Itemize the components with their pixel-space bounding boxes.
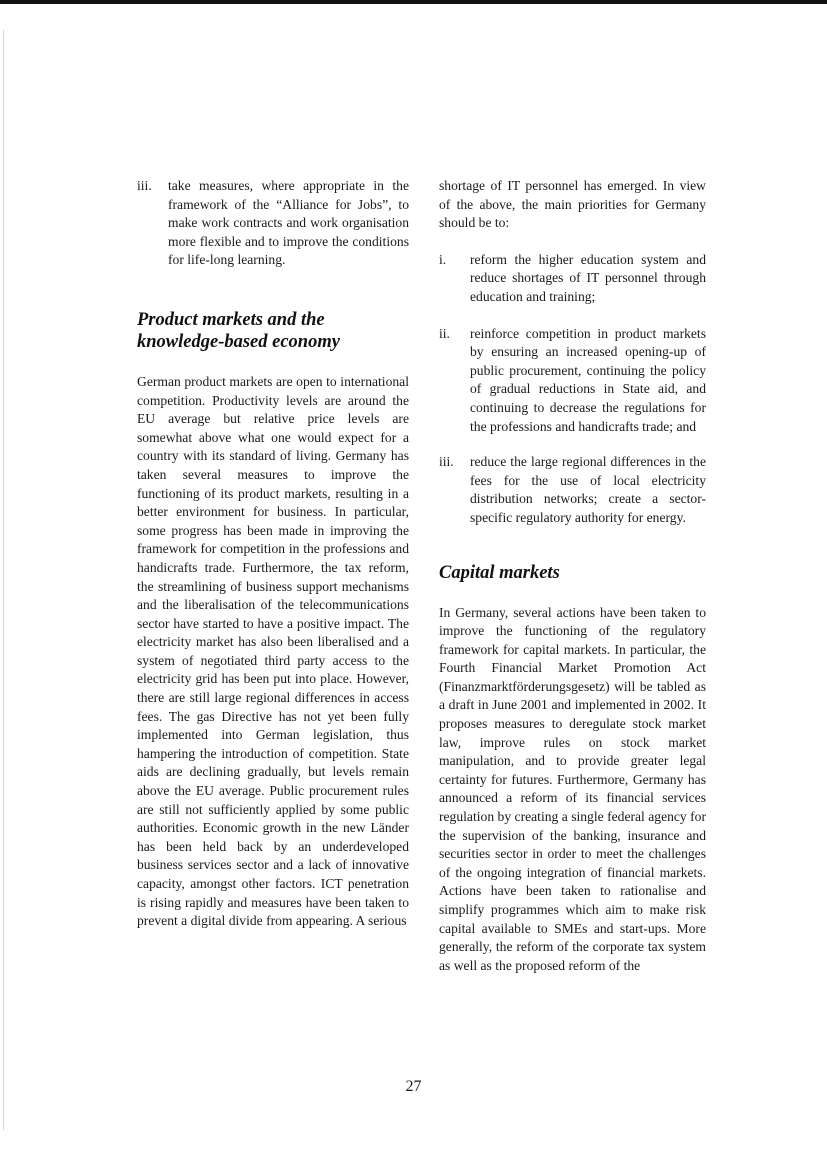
list-text: take measures, where appropriate in the framework of the “Alliance for Jobs”, to make work contracts and work organisation more flexible and to improve the conditions for life-long learning. bbox=[168, 178, 409, 268]
priority-item-ii bbox=[439, 325, 706, 437]
priorities-intro: shortage of IT personnel has emerged. In view of the above, the main priorities for Germany should be to: bbox=[439, 178, 706, 231]
heading-line-1: Product markets and the bbox=[137, 309, 325, 330]
left-column bbox=[137, 177, 409, 931]
list-text: reduce the large regional differences in the fees for the use of local electricity distribution networks; create a sector-specific regulatory authority for energy. bbox=[470, 454, 706, 525]
priority-item-iii bbox=[439, 453, 706, 527]
scan-margin-line bbox=[3, 30, 4, 1130]
list-item-iii bbox=[137, 177, 409, 270]
product-markets-paragraph: German product markets are open to international competition. Productivity levels are around the EU average but relative price levels are somewhat above what one would expect for a country with its standard of living. Germany has taken several measures to improve the functioning of its product markets, resulting in a better environment for business. In particular, some progress has been made in improving the framework for competition in the professions and handicrafts trade. Furthermore, the tax reform, the streamlining of business support mechanisms and the liberalisation of the telecommunications sector have started to have a positive impact. The electricity market has also been liberalised and a system of negotiated third party access to the electricity grid has been put into place. However, there are still large regional differences in access fees. The gas Directive has not yet been fully implemented into German legislation, thus hampering the introduction of competition. State aids are declining gradually, but levels remain above the EU average. Public procurement rules are still not sufficiently applied by some public authorities. Economic growth in the new Länder has been held back by an underdeveloped business services sector and a lack of innovative capacity, amongst other factors. ICT penetration is rising rapidly and measures have been taken to prevent a digital divide from appearing. A serious bbox=[137, 373, 409, 929]
list-number: iii. bbox=[137, 178, 152, 193]
list-text: reform the higher education system and reduce shortages of IT personnel through education and training; bbox=[470, 251, 706, 304]
section-heading-product-markets bbox=[137, 309, 409, 353]
capital-markets-paragraph: In Germany, several actions have been taken to improve the functioning of the regulatory framework for capital markets. In particular, the Fourth Financial Market Promotion Act (Finanzmarktförderungsgesetz) will be tabled as a draft in June 2001 and implemented in 2002. It proposes measures to deregulate stock market law, improve rules on stock market manipulation, and to provide greater legal certainty for futures. Furthermore, Germany has announced a reform of its financial services regulation by creating a single federal agency for the supervision of the banking, insurance and securities sector in order to meet the challenges of the ongoing integration of financial markets. Actions have been taken to rationalise and simplify programmes which aim to make risk capital available to SMEs and start-ups. More generally, the reform of the corporate tax system as well as the proposed reform of the bbox=[439, 604, 706, 973]
section-heading-capital-markets: Capital markets bbox=[439, 562, 560, 583]
top-border bbox=[0, 0, 827, 4]
list-number: ii. bbox=[439, 325, 450, 341]
list-text: reinforce competition in product markets by ensuring an increased opening-up of public procurement, continuing the policy of gradual reductions in State aid, and continuing to decrease the regulations for the professions and handicrafts trade; and bbox=[470, 325, 706, 434]
priority-item-i bbox=[439, 251, 706, 307]
list-number: iii. bbox=[439, 454, 454, 470]
list-number: i. bbox=[439, 251, 447, 267]
page-number: 27 bbox=[405, 1078, 422, 1095]
heading-line-2: knowledge-based economy bbox=[137, 331, 340, 352]
right-column bbox=[439, 177, 706, 975]
